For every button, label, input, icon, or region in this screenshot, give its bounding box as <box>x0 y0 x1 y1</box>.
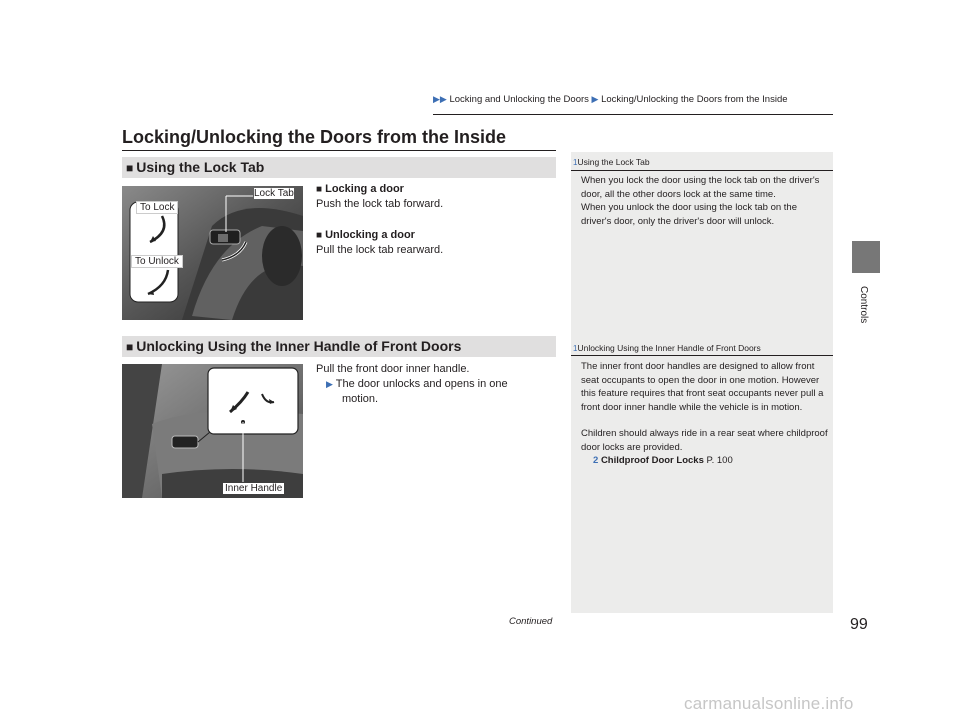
inner-handle-instructions <box>316 362 508 407</box>
breadcrumb-part2[interactable]: Locking/Unlocking the Doors from the Inside <box>601 94 788 105</box>
page-number: 99 <box>850 616 868 633</box>
section-heading-text: Using the Lock Tab <box>136 159 265 175</box>
section-heading-lock-tab <box>122 157 556 178</box>
note-paragraph: Children should always ride in a rear seat where childproof door locks are provided. <box>581 428 828 453</box>
inner-handle-text: Pull the front door inner handle. <box>316 363 470 375</box>
square-bullet-icon: ■ <box>316 184 323 195</box>
chapter-tab[interactable] <box>852 241 880 273</box>
breadcrumb-part1[interactable]: Locking and Unlocking the Doors <box>449 94 589 105</box>
watermark: carmanualsonline.info <box>684 694 854 713</box>
header-divider <box>433 114 833 115</box>
square-bullet-icon: ■ <box>316 230 323 241</box>
note-paragraph: When you unlock the door using the lock tab on the driver's door, only the driver's door will unlock. <box>581 202 797 227</box>
section-marker-icon: ■ <box>126 161 134 175</box>
page-title: Locking/Unlocking the Doors from the Inside <box>122 127 507 147</box>
breadcrumb-arrow-icon: ▶ <box>591 94 599 104</box>
to-unlock-label: To Unlock <box>131 255 183 268</box>
link-arrow-icon: 2 <box>593 455 599 466</box>
note-divider <box>571 355 833 356</box>
note-title-lock-tab <box>573 157 650 167</box>
note-paragraph: When you lock the door using the lock tab on the driver's door, all the other doors lock at the same time. <box>581 175 820 200</box>
unlocking-text: Pull the lock tab rearward. <box>316 244 444 256</box>
locking-heading: Locking a door <box>325 183 404 195</box>
result-text: The door unlocks and opens in one <box>335 378 508 390</box>
breadcrumb-arrow-icon: ▶▶ <box>433 94 447 104</box>
inner-handle-label: Inner Handle <box>225 483 283 494</box>
unlocking-heading: Unlocking a door <box>325 229 415 241</box>
section-heading-text: Unlocking Using the Inner Handle of Front Doors <box>136 338 462 354</box>
inner-handle-photo <box>122 364 303 498</box>
note-title-text: Unlocking Using the Inner Handle of Front Doors <box>577 343 761 353</box>
link-page: P. 100 <box>706 455 733 466</box>
locking-text: Push the lock tab forward. <box>316 198 444 210</box>
lock-tab-label: Lock Tab <box>254 188 294 199</box>
note-body-inner-handle <box>581 360 829 468</box>
cross-reference-link[interactable] <box>581 454 829 468</box>
breadcrumb <box>433 94 788 105</box>
note-paragraph: The inner front door handles are designed to allow front seat occupants to open the door in one motion. However this feature requires that front seat occupants never pull a front door inner handle while the vehicle is in motion. <box>581 361 824 413</box>
note-divider <box>571 170 833 171</box>
note-number: 1 <box>573 158 578 167</box>
section-heading-inner-handle <box>122 336 556 357</box>
note-title-inner-handle <box>573 343 761 353</box>
continued-label: Continued <box>509 616 553 627</box>
section-marker-icon: ■ <box>126 340 134 354</box>
note-title-text: Using the Lock Tab <box>577 157 650 167</box>
note-number: 1 <box>573 344 578 353</box>
title-divider <box>122 150 556 151</box>
to-lock-label: To Lock <box>136 201 178 214</box>
result-arrow-icon: ▶ <box>326 379 333 389</box>
chapter-tab-label: Controls <box>858 286 869 324</box>
note-body-lock-tab <box>581 174 829 228</box>
link-text[interactable]: Childproof Door Locks <box>600 455 704 466</box>
result-text-continued: motion. <box>342 393 379 405</box>
locking-instructions <box>316 182 443 258</box>
